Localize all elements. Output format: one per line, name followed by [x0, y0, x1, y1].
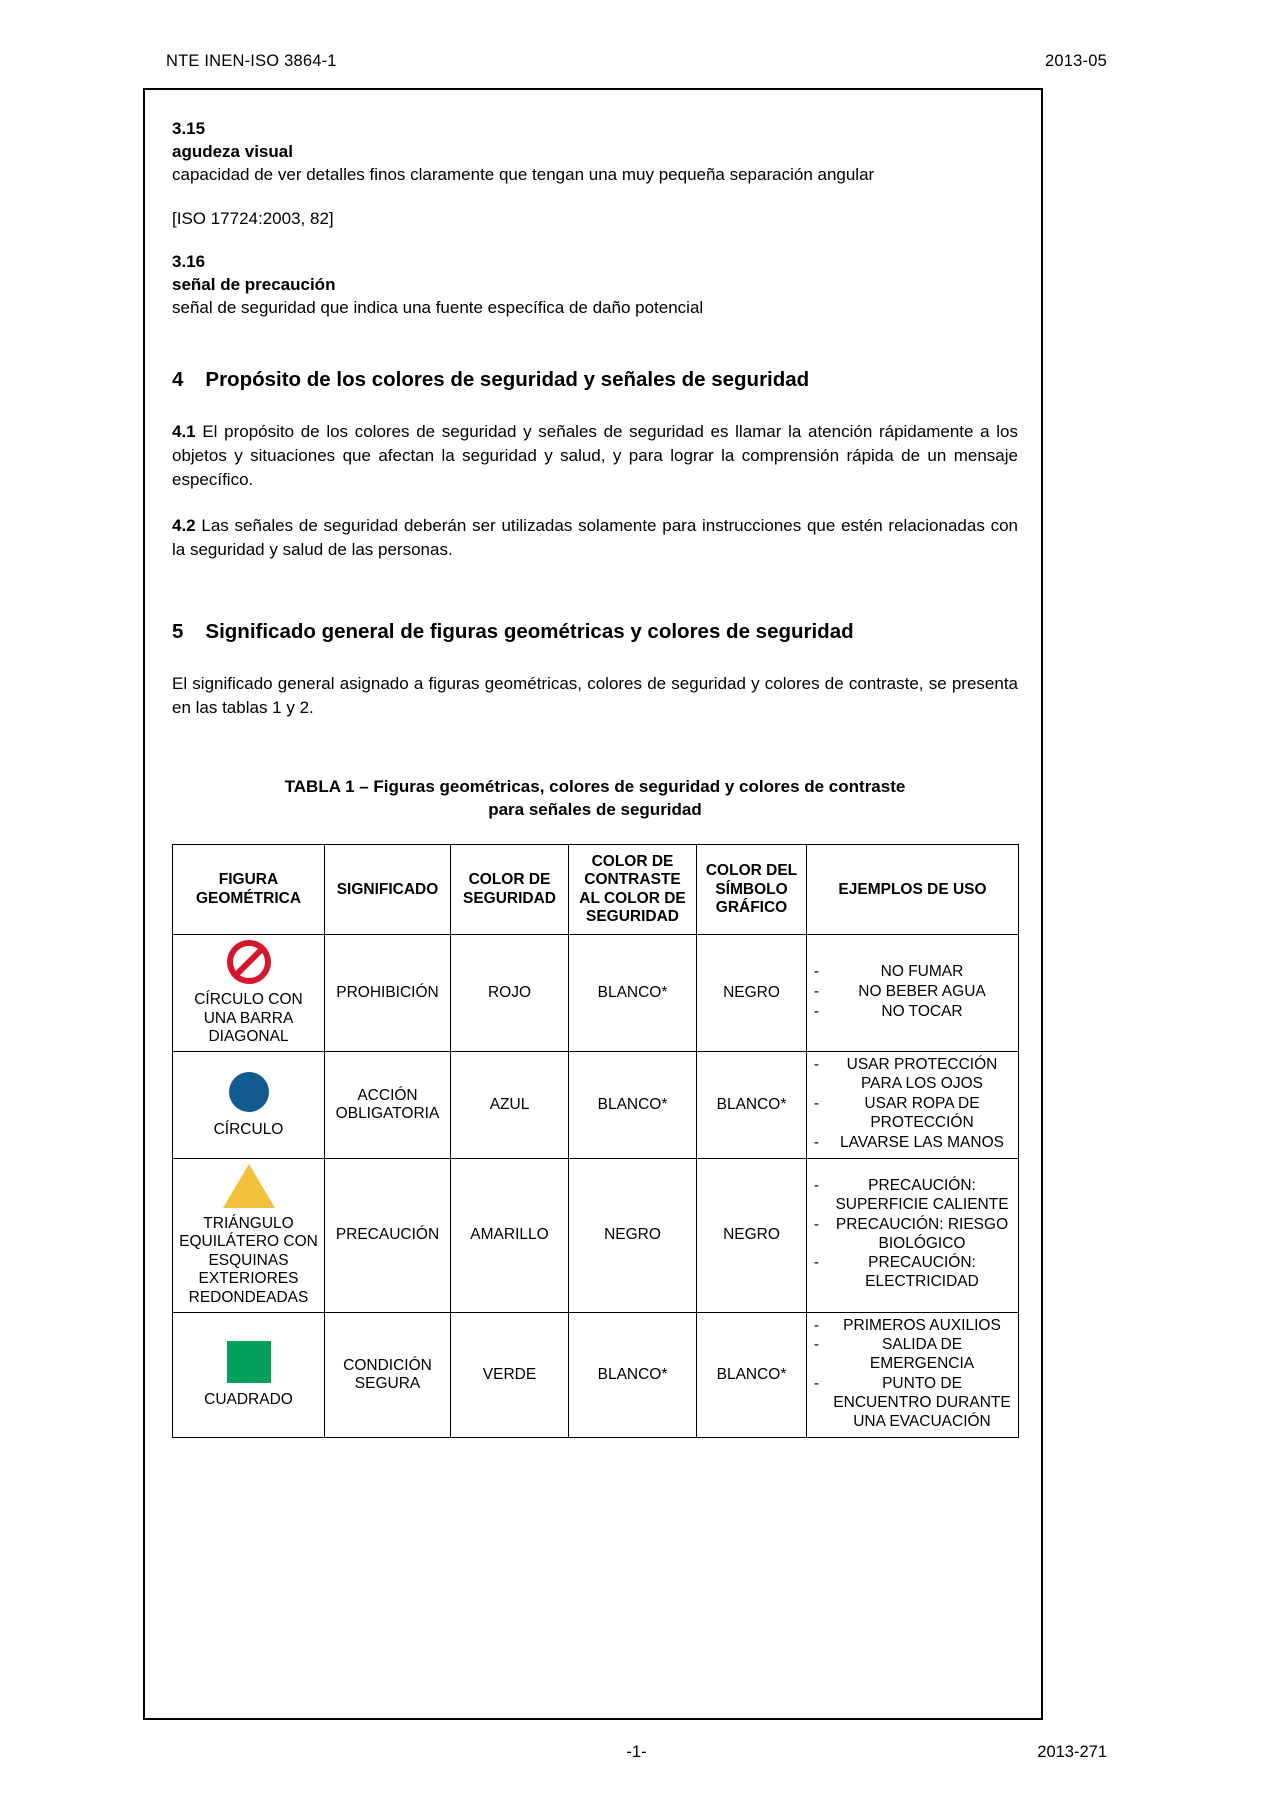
table-header-row	[173, 845, 1019, 935]
cell-figura	[173, 1312, 325, 1437]
cell-color-contraste: NEGRO	[569, 1158, 697, 1312]
bullet-dash: -	[813, 1336, 820, 1354]
cell-color-seguridad: VERDE	[451, 1312, 569, 1437]
column-header-significado: SIGNIFICADO	[325, 845, 451, 935]
term-definition: señal de seguridad que indica una fuente específica de daño potencial	[172, 297, 704, 317]
bullet-dash: -	[813, 1316, 820, 1334]
clause-4-2-label: 4.2	[172, 516, 196, 535]
table-1-caption	[172, 775, 1018, 823]
example-item: USAR ROPA DE PROTECCIÓN	[864, 1094, 980, 1131]
clause-5-intro: El significado general asignado a figuras geométricas, colores de seguridad y colores de contraste, se presenta en las tablas 1 y 2.	[172, 674, 1018, 718]
example-item: PRECAUCIÓN: ELECTRICIDAD	[865, 1254, 979, 1291]
table-row	[173, 1312, 1019, 1437]
cell-color-simbolo: BLANCO*	[697, 1312, 807, 1437]
filled-circle-icon	[178, 1069, 319, 1115]
shape-label: CÍRCULO CON UNA BARRA DIAGONAL	[194, 991, 303, 1046]
footer-document-code: 2013-271	[1037, 1743, 1107, 1761]
cell-color-seguridad: AMARILLO	[451, 1158, 569, 1312]
table-1-caption-line1: TABLA 1 – Figuras geométricas, colores de seguridad y colores de contraste	[284, 776, 906, 796]
example-item: NO TOCAR	[881, 1003, 963, 1021]
bullet-dash: -	[813, 1133, 820, 1151]
shape-label: CUADRADO	[204, 1391, 293, 1409]
clause-4-2-text: Las señales de seguridad deberán ser utilizadas solamente para instrucciones que estén relacionadas con la seguridad y salud de las personas.	[172, 516, 1018, 560]
cell-color-simbolo: NEGRO	[697, 1158, 807, 1312]
clause-4-1-label: 4.1	[172, 421, 196, 441]
clause-4-title: Propósito de los colores de seguridad y señales de seguridad	[205, 367, 810, 391]
cell-color-contraste: BLANCO*	[569, 1312, 697, 1437]
term-number: 3.16	[172, 251, 206, 271]
cell-color-seguridad: AZUL	[451, 1052, 569, 1159]
term-name: señal de precaución	[172, 274, 336, 294]
page-footer	[166, 1743, 1107, 1762]
example-item: PRIMEROS AUXILIOS	[843, 1316, 1001, 1334]
example-item: NO BEBER AGUA	[858, 983, 986, 1001]
term-number: 3.15	[172, 119, 206, 138]
bullet-dash: -	[813, 963, 820, 981]
bullet-dash: -	[813, 1094, 820, 1112]
header-date: 2013-05	[1045, 52, 1107, 70]
clause-4-2-paragraph	[172, 514, 1018, 562]
page-header	[166, 52, 1107, 71]
example-item: USAR PROTECCIÓN PARA LOS OJOS	[846, 1056, 998, 1092]
column-header-color-simbolo: COLOR DEL SÍMBOLO GRÁFICO	[697, 845, 807, 935]
table-row	[173, 935, 1019, 1052]
shape-label: TRIÁNGULO EQUILÁTERO CON ESQUINAS EXTERIORES REDONDEADAS	[179, 1214, 318, 1306]
cell-significado: CONDICIÓN SEGURA	[325, 1312, 451, 1437]
cell-figura	[173, 1158, 325, 1312]
column-header-ejemplos: EJEMPLOS DE USO	[807, 845, 1019, 935]
term-3-15	[172, 118, 1018, 229]
cell-color-contraste: BLANCO*	[569, 1052, 697, 1159]
term-name: agudeza visual	[172, 141, 293, 161]
cell-significado: PROHIBICIÓN	[325, 935, 451, 1052]
clause-4-number: 4	[172, 367, 184, 391]
prohibition-sign-icon	[178, 939, 319, 985]
page-number: -1-	[626, 1743, 647, 1761]
cell-color-simbolo: BLANCO*	[697, 1052, 807, 1159]
cell-significado: ACCIÓN OBLIGATORIA	[325, 1052, 451, 1159]
table-row	[173, 1158, 1019, 1312]
cell-ejemplos	[807, 1312, 1019, 1437]
bullet-dash: -	[813, 1215, 820, 1233]
cell-figura	[173, 935, 325, 1052]
term-reference: [ISO 17724:2003, 82]	[172, 208, 334, 228]
table-1-caption-line2: para señales de seguridad	[488, 800, 702, 820]
cell-ejemplos	[807, 1158, 1019, 1312]
cell-color-seguridad: ROJO	[451, 935, 569, 1052]
shape-label: CÍRCULO	[213, 1121, 284, 1139]
cell-color-simbolo: NEGRO	[697, 935, 807, 1052]
term-definition: capacidad de ver detalles finos claramente que tengan una muy pequeña separación angular	[172, 164, 875, 184]
bullet-dash: -	[813, 1003, 820, 1021]
clause-4-1-text: El propósito de los colores de seguridad y señales de seguridad es llamar la atención rápidamente a los objetos y situaciones que afectan la seguridad y salud, y para lograr la comprensión rápida de un mensaje específico.	[172, 421, 1018, 489]
bullet-dash: -	[813, 1176, 820, 1194]
clause-5-heading	[172, 620, 1018, 644]
clause-4-heading	[172, 368, 1018, 392]
column-header-color-seguridad: COLOR DE SEGURIDAD	[451, 845, 569, 935]
warning-triangle-icon	[178, 1163, 319, 1209]
bullet-dash: -	[813, 1375, 820, 1393]
column-header-figura: FIGURA GEOMÉTRICA	[173, 845, 325, 935]
cell-color-contraste: BLANCO*	[569, 935, 697, 1052]
clause-4-1-paragraph	[172, 420, 1018, 492]
column-header-color-contraste: COLOR DE CONTRASTE AL COLOR DE SEGURIDAD	[569, 845, 697, 935]
example-item: PRECAUCIÓN: SUPERFICIE CALIENTE	[835, 1176, 1009, 1213]
page-content	[172, 118, 1018, 1438]
cell-ejemplos	[807, 935, 1019, 1052]
cell-ejemplos	[807, 1052, 1019, 1159]
table-1	[172, 844, 1019, 1438]
example-item: SALIDA DE EMERGENCIA	[869, 1336, 975, 1373]
bullet-dash: -	[813, 1056, 820, 1073]
table-row	[173, 1052, 1019, 1159]
example-item: PRECAUCIÓN: RIESGO BIOLÓGICO	[835, 1215, 1009, 1252]
clause-5-title: Significado general de figuras geométricas y colores de seguridad	[205, 620, 854, 644]
term-3-16	[172, 251, 1018, 320]
clause-5-number: 5	[172, 620, 184, 644]
example-item: PUNTO DE ENCUENTRO DURANTE UNA EVACUACIÓN	[833, 1375, 1011, 1431]
example-item: LAVARSE LAS MANOS	[840, 1133, 1004, 1151]
example-item: NO FUMAR	[880, 963, 964, 981]
header-standard-code: NTE INEN-ISO 3864-1	[166, 52, 337, 70]
bullet-dash: -	[813, 983, 820, 1001]
filled-square-icon	[178, 1339, 319, 1385]
cell-significado: PRECAUCIÓN	[325, 1158, 451, 1312]
cell-figura	[173, 1052, 325, 1159]
bullet-dash: -	[813, 1254, 820, 1272]
